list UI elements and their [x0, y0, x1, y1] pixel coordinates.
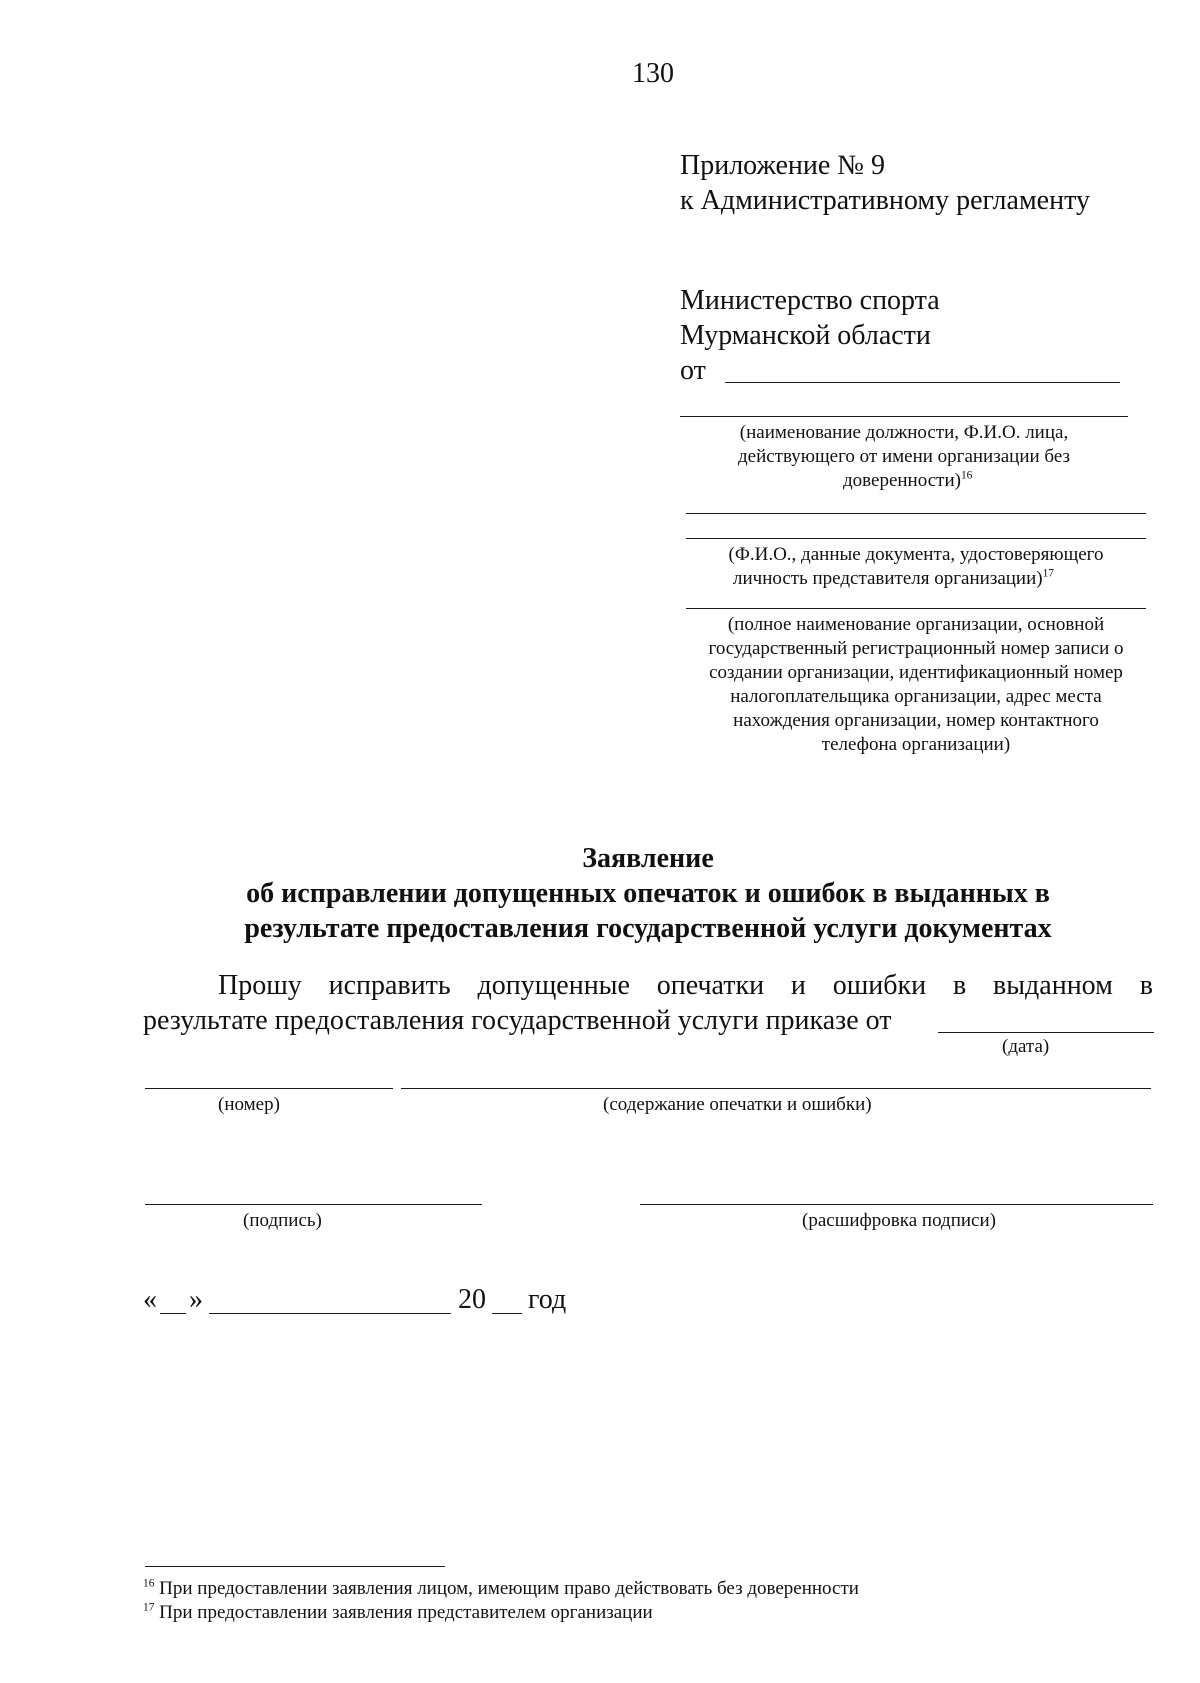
signature-decode-field-line[interactable] — [640, 1204, 1153, 1205]
content-caption: (содержание опечатки и ошибки) — [603, 1094, 872, 1115]
date-field-line[interactable] — [938, 1032, 1154, 1033]
representative-field-line-2[interactable] — [686, 538, 1146, 539]
footnote-16: $^{16}$ При предоставлении заявления лицом, имеющим право действовать без доверенности — [143, 1577, 859, 1599]
position-hint-line3: доверенности)$^{16}$ — [843, 469, 973, 491]
organization-hint-line2: государственный регистрационный номер записи о — [708, 638, 1124, 659]
organization-hint-line4: налогоплательщика организации, адрес места — [730, 686, 1102, 707]
organization-hint-line6: телефона организации) — [821, 734, 1011, 755]
request-word: допущенные — [477, 970, 630, 1001]
date-caption: (дата) — [1002, 1036, 1050, 1057]
from-label: от — [680, 355, 706, 386]
year-word: год — [528, 1284, 567, 1315]
request-line2: результате предоставления государственной услуги приказе от — [143, 1005, 892, 1036]
day-open-quote: « — [143, 1284, 157, 1315]
position-hint-line2: действующего от имени организации без — [737, 446, 1070, 467]
year-prefix: 20 — [458, 1284, 486, 1315]
request-line1 — [218, 970, 1153, 1002]
page-number: 130 — [632, 58, 674, 89]
footnote-ref-16: 16 — [960, 469, 973, 482]
representative-field-line-1[interactable] — [686, 513, 1146, 514]
organization-hint-line1: (полное наименование организации, основной — [727, 614, 1105, 635]
footnote-number: 16 — [143, 1577, 155, 1590]
organization-hint-line5: нахождения организации, номер контактного — [733, 710, 1099, 731]
appendix-title: Приложение № 9 — [680, 150, 885, 181]
request-word: опечатки — [656, 970, 765, 1001]
day-close-quote: » — [189, 1284, 203, 1315]
footnote-17: $^{17}$ При предоставлении заявления представителем организации — [143, 1601, 653, 1623]
signature-field-line[interactable] — [145, 1204, 482, 1205]
appendix-subtitle: к Административному регламенту — [680, 185, 1090, 216]
request-word: исправить — [328, 970, 451, 1001]
organization-hint-line3: создании организации, идентификационный номер — [709, 662, 1123, 683]
organization-field-line[interactable] — [686, 608, 1146, 609]
request-word: выданном — [993, 970, 1113, 1001]
request-word: ошибки — [832, 970, 927, 1001]
content-field-line[interactable] — [401, 1088, 1151, 1089]
document-subtitle-line1: об исправлении допущенных опечаток и ошибок в выданных в — [246, 878, 1050, 909]
document-subtitle-line2: результате предоставления государственной услуги документах — [244, 913, 1052, 944]
number-field-line[interactable] — [145, 1088, 393, 1089]
footnote-ref-17: 17 — [1042, 567, 1054, 580]
year-field-line[interactable] — [492, 1313, 522, 1314]
document-title: Заявление — [582, 843, 714, 874]
request-word: в — [952, 970, 967, 1001]
addressee-line2: Мурманской области — [680, 320, 931, 351]
day-field-line[interactable] — [160, 1313, 186, 1314]
footnote-number: 17 — [143, 1601, 155, 1614]
representative-hint-line1: (Ф.И.О., данные документа, удостоверяющего — [728, 544, 1104, 565]
position-field-line[interactable] — [680, 416, 1128, 417]
representative-hint-line2: личность представителя организации)$^{17}$ — [733, 567, 1054, 589]
month-field-line[interactable] — [209, 1313, 451, 1314]
position-hint-line1: (наименование должности, Ф.И.О. лица, — [739, 422, 1069, 443]
signature-decode-caption: (расшифровка подписи) — [802, 1210, 996, 1231]
request-word: в — [1139, 970, 1153, 1001]
addressee-line1: Министерство спорта — [680, 285, 940, 316]
number-caption: (номер) — [218, 1094, 280, 1115]
footnote-separator — [145, 1566, 445, 1567]
request-word: и — [790, 970, 806, 1001]
signature-caption: (подпись) — [243, 1210, 322, 1231]
request-word: Прошу — [218, 970, 302, 1001]
from-field-line[interactable] — [725, 382, 1120, 383]
